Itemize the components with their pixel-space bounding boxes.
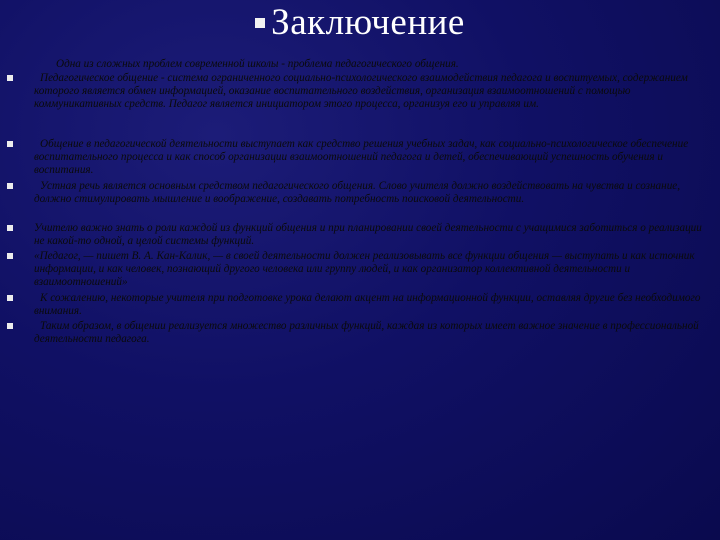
paragraph-text: К сожалению, некоторые учителя при подготовке урока делают акцент на информационной функции, оставляя другие без необходимого внимания. (34, 292, 701, 317)
paragraph-text: Учителю важно знать о роли каждой из функций общения и при планировании своей деятельности с учащимися заботиться о реализации не какой-то одной, а целой системы функций. (34, 222, 702, 247)
square-bullet-icon (7, 141, 13, 147)
paragraph-item (0, 72, 720, 138)
square-bullet-icon (7, 253, 13, 259)
square-bullet-icon (7, 75, 13, 81)
square-bullet-icon (7, 323, 13, 329)
slide-body (0, 58, 720, 348)
paragraph-item (0, 320, 720, 348)
slide-title: Заключение (271, 2, 465, 43)
paragraph-text: Устная речь является основным средством педагогического общения. Слово учителя должно воздействовать на чувства и сознание, должно стимулировать мышление и воображение, создавать потребность поисковой деятельности. (34, 180, 681, 205)
paragraph-item (0, 180, 720, 222)
paragraph-text: Таким образом, в общении реализуется множество различных функций, каждая из которых имеет важное значение в профессиональной деятельности педагога. (34, 320, 699, 345)
intro-text: Одна из сложных проблем современной школы - проблема педагогического общения. (56, 58, 459, 70)
paragraph-text: «Педагог, — пишет В. А. Кан-Калик, — в своей деятельности должен реализовывать все функции общения — выступать и как источник информации, и как человек, познающий другого человека или группу людей, и как организатор коллективной деятельности и взаимоотношений» (34, 250, 695, 288)
paragraph-text: Педагогическое общение - система ограниченного социально-психологического взаимодействия педагога и воспитуемых, содержанием которого является обмен информацией, оказание воспитательного воздействия, организация взаимоотношений с помощью коммуникативных средств. Педагог является инициатором этого процесса, организуя его и управляя им. (34, 72, 688, 110)
slide-header (0, 2, 720, 46)
square-bullet-icon (7, 295, 13, 301)
paragraph-item (0, 250, 720, 292)
square-bullet-icon (7, 183, 13, 189)
paragraph-item (0, 292, 720, 320)
square-bullet-icon (255, 18, 265, 28)
paragraph-item (0, 138, 720, 180)
paragraph-item (0, 222, 720, 250)
paragraph-text: Общение в педагогической деятельности выступает как средство решения учебных задач, как социально-психологическое обеспечение воспитательного процесса и как способ организации взаимоотношений педагога и детей, обеспечивающий успешность обучения и воспитания. (34, 138, 689, 176)
square-bullet-icon (7, 225, 13, 231)
